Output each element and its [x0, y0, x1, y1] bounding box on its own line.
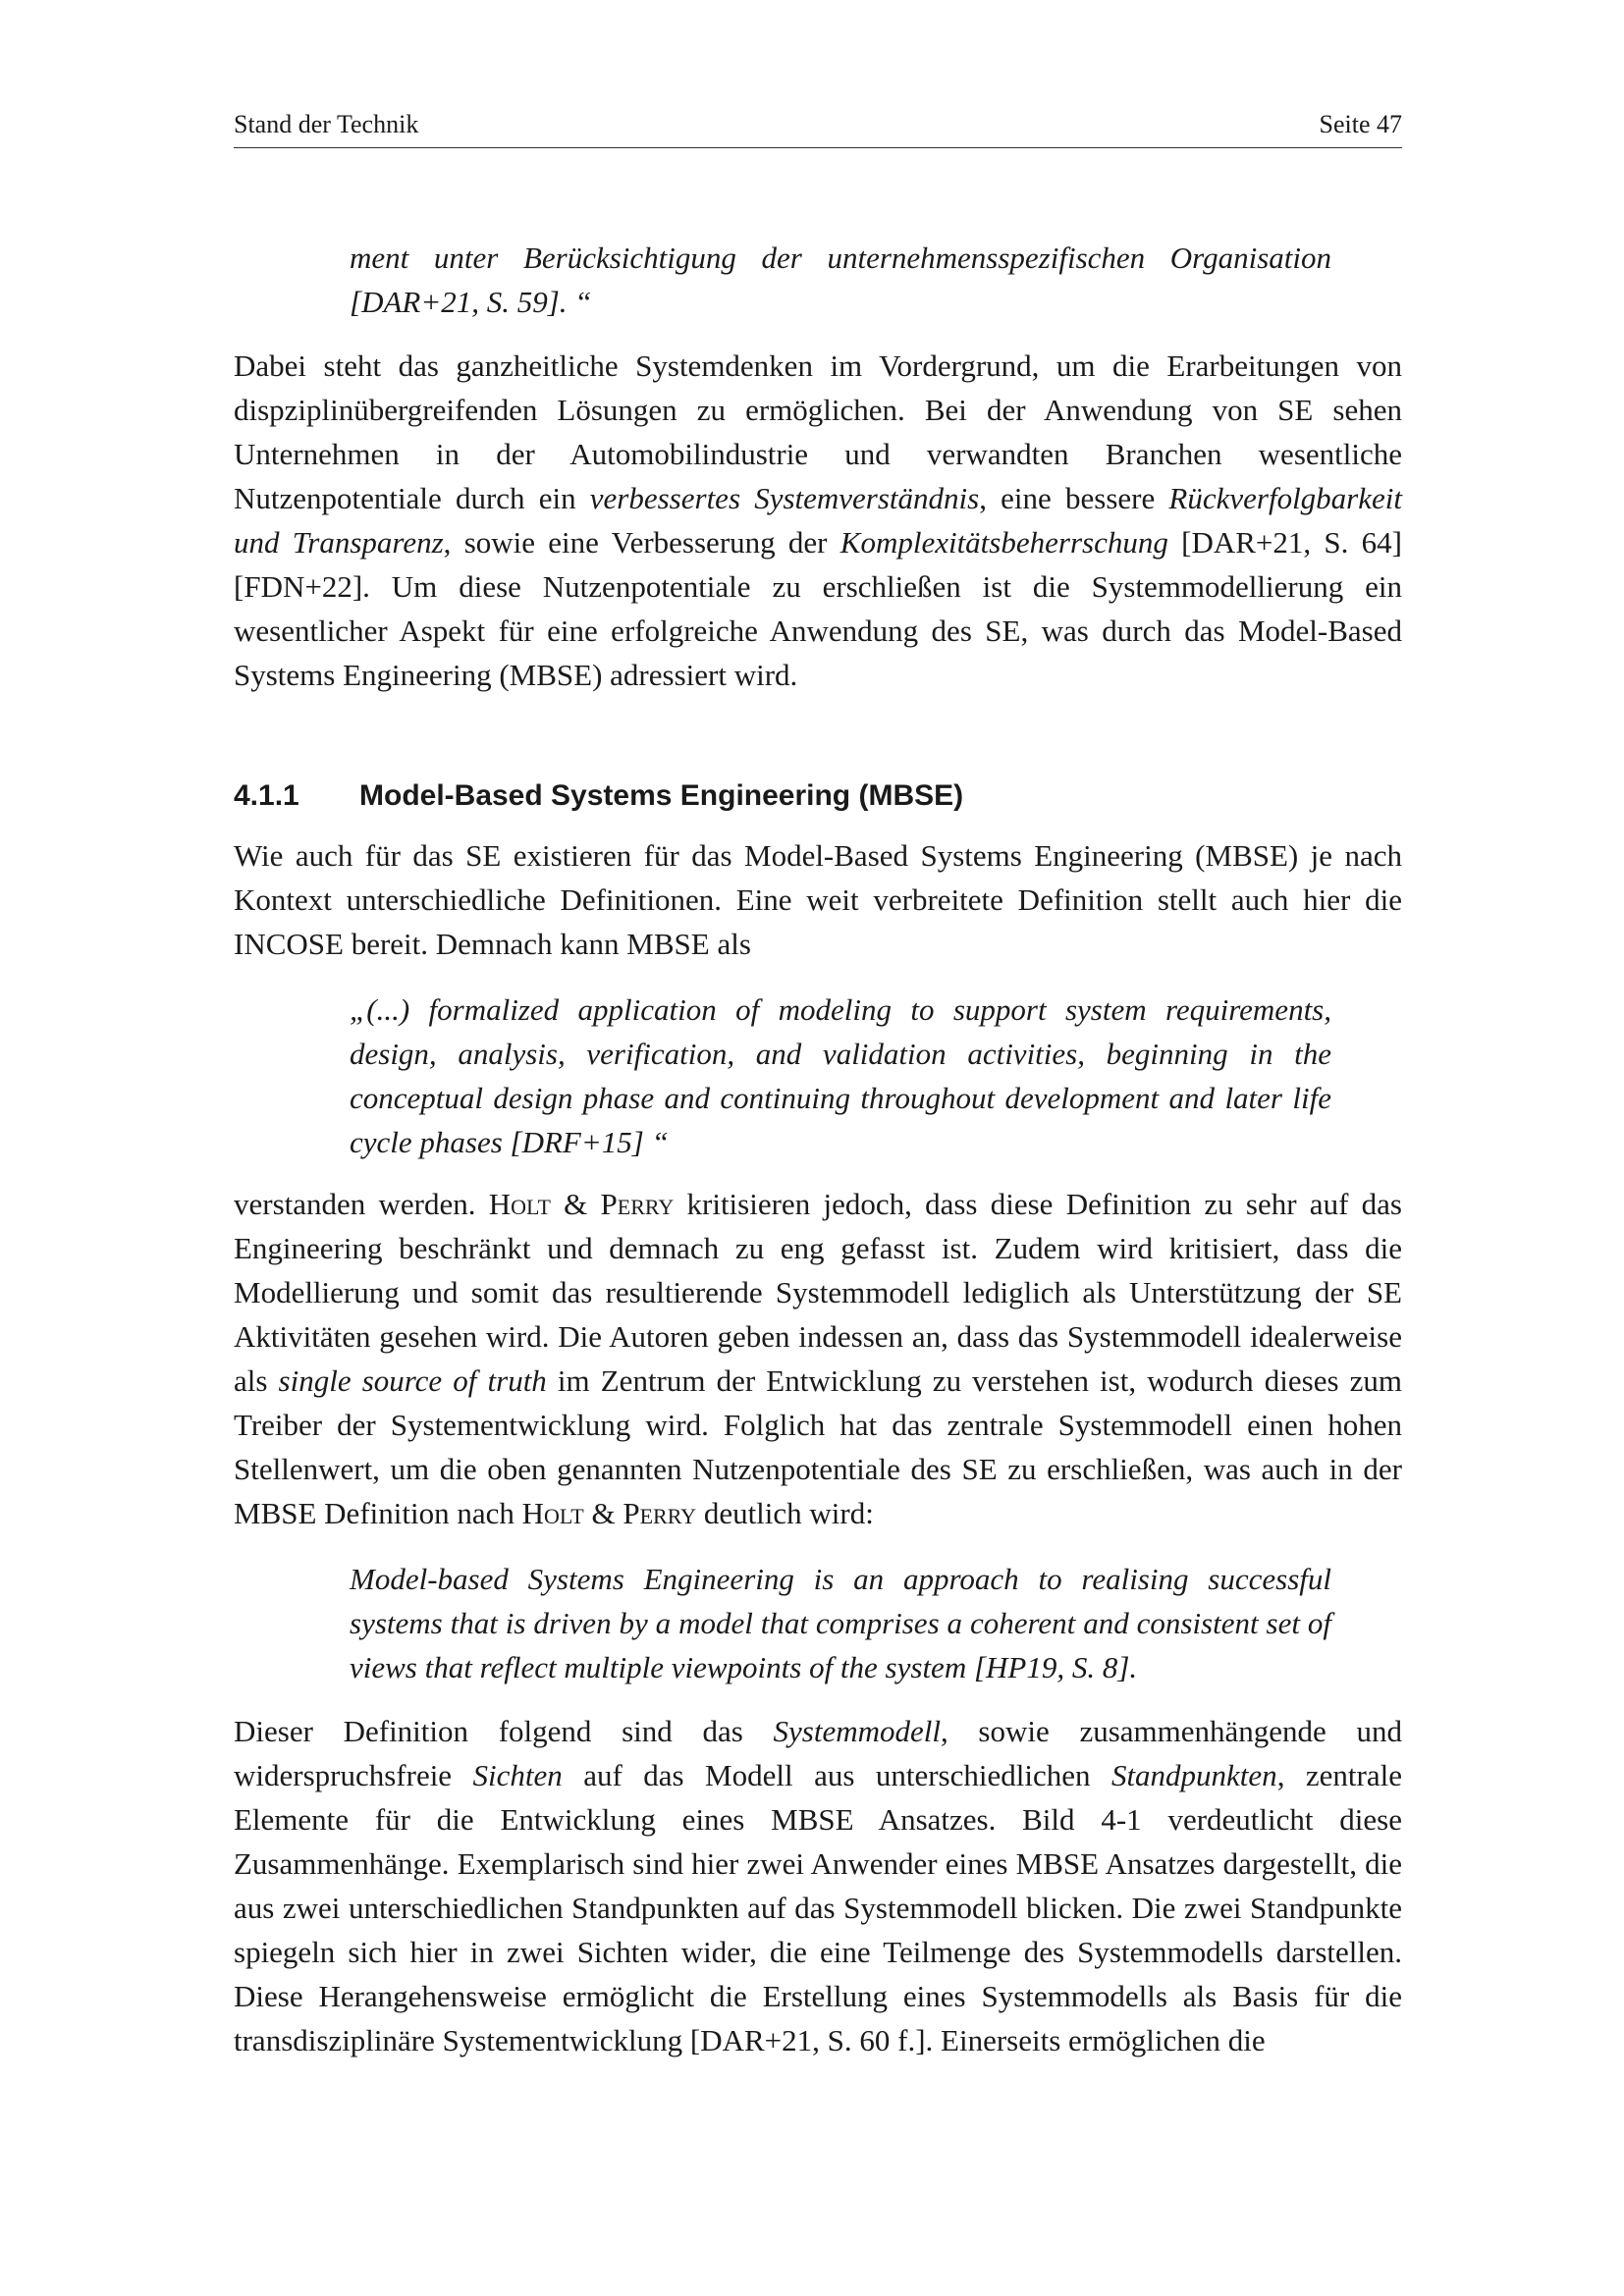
text-run: Dabei steht das ganzheitliche Systemdenken im Vordergrund, um die Erarbeitungen von dispziplinübergreifenden Lösungen zu ermöglichen. Bei der Anwendung von SE sehen Unternehmen in der Automobilindustrie und verwandten Branchen wesentliche Nutzenpotentiale durch ein: [234, 348, 1402, 515]
paragraph-se-benefits: [234, 344, 1402, 697]
section-number: 4.1.1: [234, 779, 299, 812]
text-run: kritisieren jedoch, dass diese Definition zu sehr auf das Engineering beschränkt und demnach zu eng gefasst ist. Zudem wird kritisiert, dass die Modellierung und somit das resultierende Systemmodell lediglich als Unterstützung der SE Aktivitäten gesehen wird. Die Autoren geben indessen an, dass das Systemmodell idealerweise als: [234, 1187, 1402, 1398]
section-heading: [234, 774, 1402, 818]
author-names: Holt & Perry: [488, 1187, 675, 1221]
text-run: auf das Modell aus unterschiedlichen: [562, 1758, 1111, 1792]
emphasis-systemverstaendnis: verbessertes Systemverständnis: [589, 481, 980, 515]
quote-continuation: ment unter Berücksichtigung der unternehmensspezifischen Organisation [DAR+21, S. 59]. “: [350, 240, 1331, 319]
text-run: , sowie zusammenhängende und widerspruchsfreie: [234, 1714, 1402, 1792]
quote-incose-definition: „(...) formalized application of modeling to support system requirements, design, analysis, verification, and validation activities, beginning in the conceptual design phase and continuing throughout development and later life cycle phases [DRF+15] “: [350, 992, 1331, 1159]
emphasis-rueckverfolgbarkeit: Rückverfolgbarkeit und Transparenz: [234, 481, 1402, 560]
emphasis-single-source: single source of truth: [278, 1363, 547, 1398]
author-names: Holt & Perry: [521, 1496, 697, 1530]
emphasis-komplexitaet: Komplexitätsbeherrschung: [839, 525, 1168, 560]
emphasis-standpunkten: Standpunkten: [1110, 1758, 1277, 1792]
text-run: verstanden werden.: [234, 1187, 489, 1221]
emphasis-sichten: Sichten: [472, 1758, 563, 1792]
header-chapter-title: Stand der Technik: [234, 110, 419, 138]
text-run: , sowie eine Verbesserung der: [443, 525, 840, 560]
running-header: [234, 104, 1402, 148]
quote-holt-perry-definition: Model-based Systems Engineering is an approach to realising successful systems that is driven by a model that comprises a coherent and consistent set of views that reflect multiple viewpoints of the system [HP19, S. 8].: [350, 1562, 1331, 1684]
text-run: [DAR+21, S. 64] [FDN+22]. Um diese Nutzenpotentiale zu erschließen ist die Systemmodellierung ein wesentlicher Aspekt für eine erfolgreiche Anwendung des SE, was durch das Model-Based Systems Engineering (MBSE) adressiert wird.: [234, 525, 1402, 692]
text-run: Dieser Definition folgend sind das: [234, 1714, 774, 1748]
paragraph-mbse-definitions: Wie auch für das SE existieren für das Model-Based Systems Engineering (MBSE) je nach Kontext unterschiedliche Definitionen. Eine weit verbreitete Definition stellt auch hier die INCOSE bereit. Demnach kann MBSE als: [234, 838, 1402, 961]
text-run: deutlich wird:: [696, 1496, 874, 1530]
header-page-number: Seite 47: [1319, 110, 1402, 138]
paragraph-holt-perry: [234, 1182, 1402, 1535]
page-body: [234, 236, 1402, 2062]
text-run: im Zentrum der Entwicklung zu verstehen ist, wodurch dieses zum Treiber der Systementwicklung wird. Folglich hat das zentrale Systemmodell einen hohen Stellenwert, um die oben genannten Nutzenpotentiale des SE zu erschließen, was auch in der MBSE Definition nach: [234, 1363, 1403, 1530]
text-run: , zentrale Elemente für die Entwicklung eines MBSE Ansatzes. Bild 4-1 verdeutlicht diese Zusammenhänge. Exemplarisch sind hier zwei Anwender eines MBSE Ansatzes dargestellt, die aus zwei unterschiedlichen Standpunkten auf das Systemmodell blicken. Die zwei Standpunkte spiegeln sich hier in zwei Sichten wider, die eine Teilmenge des Systemmodells darstellen. Diese Herangehensweise ermöglicht die Erstellung eines Systemmodells als Basis für die transdisziplinäre Systementwicklung [DAR+21, S. 60 f.]. Einerseits ermöglichen die: [234, 1758, 1402, 2057]
text-run: , eine bessere: [979, 481, 1169, 515]
paragraph-systemmodell: [234, 1709, 1402, 2062]
section-title: Model-Based Systems Engineering (MBSE): [359, 779, 964, 812]
emphasis-systemmodell: Systemmodell: [773, 1714, 941, 1748]
